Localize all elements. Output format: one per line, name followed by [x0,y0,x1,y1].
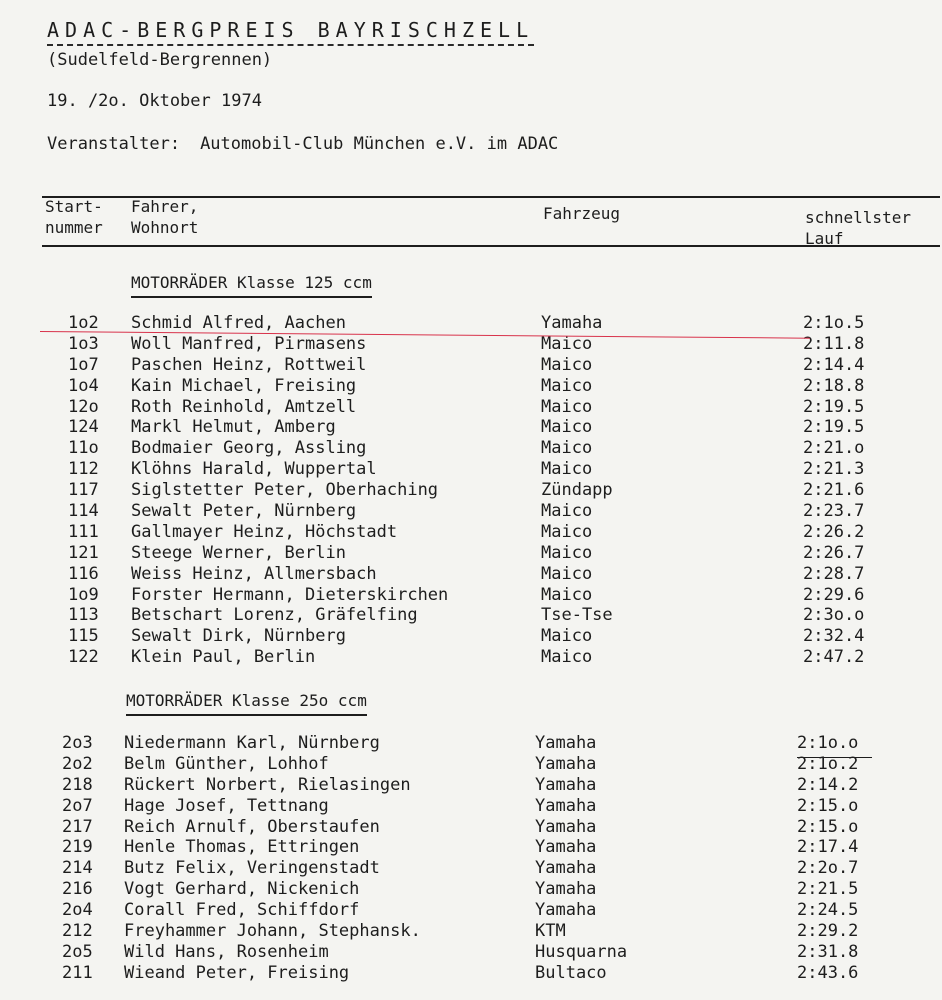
driver-name: Henle Thomas, Ettringen [124,837,360,858]
start-number: 211 [62,962,93,983]
fastest-time: 2:26.2 [803,521,865,542]
vehicle-make: Yamaha [535,900,597,921]
result-row [0,879,942,900]
result-row [0,376,942,397]
result-row [0,775,942,796]
fastest-time: 2:21.6 [803,480,865,501]
start-number: 1o9 [68,584,99,605]
start-number: 2o3 [62,733,93,753]
driver-name: Wieand Peter, Freising [124,962,350,983]
driver-name: Markl Helmut, Amberg [131,417,336,438]
driver-name: Paschen Heinz, Rottweil [131,354,367,375]
vehicle-make: Maico [541,542,593,563]
driver-name: Vogt Gerhard, Nickenich [124,879,360,900]
vehicle-make: Yamaha [535,753,597,774]
fastest-time: 2:29.2 [797,921,859,942]
fastest-time: 2:28.7 [803,563,865,584]
fastest-time: 2:17.4 [797,837,859,858]
result-row [0,459,942,480]
organizer-name: Automobil-Club München e.V. im ADAC [200,134,559,154]
vehicle-make: Maico [541,354,593,375]
fastest-time: 2:14.4 [803,354,865,375]
driver-name: Betschart Lorenz, Gräfelfing [131,605,418,626]
driver-name: Schmid Alfred, Aachen [131,313,346,333]
result-row [0,522,942,543]
vehicle-make: Maico [541,584,593,605]
driver-name: Corall Fred, Schiffdorf [124,900,360,921]
result-row [0,817,942,838]
fastest-time: 2:18.8 [803,375,865,396]
result-row [0,438,942,459]
fastest-time: 2:31.8 [797,941,859,962]
event-title: ADAC-BERGPREIS BAYRISCHZELL [47,18,534,46]
vehicle-make: Maico [541,626,593,647]
start-number: 1o4 [68,375,99,396]
driver-name: Gallmayer Heinz, Höchstadt [131,521,398,542]
vehicle-make: Yamaha [535,774,597,795]
fastest-time: 2:15.o [797,816,859,837]
vehicle-make: Yamaha [535,795,597,816]
driver-name: Belm Günther, Lohhof [124,753,329,774]
driver-name: Hage Josef, Tettnang [124,795,329,816]
fastest-time: 2:21.3 [803,459,865,480]
vehicle-make: Yamaha [535,879,597,900]
result-row [0,963,942,984]
header-start-number: Start- nummer [45,197,103,237]
header-fastest-run: schnellster Lauf [805,208,911,248]
result-row [0,480,942,501]
fastest-time: 2:43.6 [797,962,859,983]
class-125-results [0,313,942,668]
organizer-line [47,134,558,154]
driver-name: Roth Reinhold, Amtzell [131,396,357,417]
fastest-time: 2:19.5 [803,417,865,438]
result-row [0,796,942,817]
driver-name: Klein Paul, Berlin [131,647,316,668]
fastest-time: 2:15.o [797,795,859,816]
table-header-bottom-rule [42,245,940,247]
start-number: 218 [62,774,93,795]
event-subtitle: (Sudelfeld-Bergrennen) [47,50,273,70]
start-number: 2o2 [62,753,93,774]
start-number: 11o [68,438,99,459]
vehicle-make: Maico [541,438,593,459]
driver-name: Klöhns Harald, Wuppertal [131,459,377,480]
start-number: 122 [68,647,99,668]
fastest-time: 2:1o.2 [797,753,859,774]
vehicle-make: Husquarna [535,941,628,962]
vehicle-make: Bultaco [535,962,607,983]
result-row [0,564,942,585]
fastest-time: 2:19.5 [803,396,865,417]
result-row [0,942,942,963]
result-row [0,585,942,606]
start-number: 2o4 [62,900,93,921]
start-number: 217 [62,816,93,837]
result-row [0,921,942,942]
fastest-time: 2:29.6 [803,584,865,605]
best-time-underline [797,757,872,758]
start-number: 216 [62,879,93,900]
driver-name: Sewalt Dirk, Nürnberg [131,626,346,647]
start-number: 212 [62,921,93,942]
vehicle-make: Yamaha [535,858,597,879]
fastest-time: 2:1o.o [797,733,859,753]
driver-name: Niedermann Karl, Nürnberg [124,733,380,753]
fastest-time: 2:23.7 [803,501,865,522]
vehicle-make: Yamaha [535,816,597,837]
driver-name: Steege Werner, Berlin [131,542,346,563]
class-250-results [0,733,942,984]
start-number: 115 [68,626,99,647]
fastest-time: 2:3o.o [803,605,865,626]
class-125-title: MOTORRÄDER Klasse 125 ccm [131,273,372,298]
start-number: 117 [68,480,99,501]
start-number: 2o5 [62,941,93,962]
vehicle-make: Maico [541,375,593,396]
driver-name: Weiss Heinz, Allmersbach [131,563,377,584]
start-number: 111 [68,521,99,542]
fastest-time: 2:24.5 [797,900,859,921]
result-row [0,837,942,858]
driver-name: Butz Felix, Veringenstadt [124,858,380,879]
vehicle-make: Yamaha [535,733,597,753]
result-row [0,733,942,754]
fastest-time: 2:21.5 [797,879,859,900]
driver-name: Siglstetter Peter, Oberhaching [131,480,439,501]
start-number: 112 [68,459,99,480]
organizer-label: Veranstalter: [47,134,181,154]
result-row [0,543,942,564]
vehicle-make: Yamaha [541,313,603,333]
event-date: 19. /2o. Oktober 1974 [47,91,262,111]
start-number: 124 [68,417,99,438]
vehicle-make: Maico [541,521,593,542]
fastest-time: 2:11.8 [803,333,865,354]
driver-name: Woll Manfred, Pirmasens [131,333,367,354]
result-row [0,313,942,334]
driver-name: Kain Michael, Freising [131,375,357,396]
vehicle-make: Maico [541,563,593,584]
vehicle-make: Maico [541,459,593,480]
result-row [0,397,942,418]
vehicle-make: Maico [541,333,593,354]
driver-name: Forster Hermann, Dieterskirchen [131,584,449,605]
start-number: 116 [68,563,99,584]
class-250-title: MOTORRÄDER Klasse 25o ccm [126,691,367,716]
header-driver: Fahrer, Wohnort [131,197,199,237]
start-number: 1o7 [68,354,99,375]
driver-name: Bodmaier Georg, Assling [131,438,367,459]
start-number: 1o2 [68,313,99,333]
vehicle-make: Maico [541,647,593,668]
result-row [0,626,942,647]
start-number: 121 [68,542,99,563]
vehicle-make: Tse-Tse [541,605,613,626]
result-row [0,605,942,626]
driver-name: Wild Hans, Rosenheim [124,941,329,962]
start-number: 113 [68,605,99,626]
vehicle-make: KTM [535,921,566,942]
vehicle-make: Maico [541,417,593,438]
driver-name: Freyhammer Johann, Stephansk. [124,921,421,942]
result-row [0,647,942,668]
vehicle-make: Maico [541,501,593,522]
driver-name: Rückert Norbert, Rielasingen [124,774,411,795]
start-number: 12o [68,396,99,417]
fastest-time: 2:21.o [803,438,865,459]
driver-name: Sewalt Peter, Nürnberg [131,501,357,522]
vehicle-make: Zündapp [541,480,613,501]
start-number: 214 [62,858,93,879]
fastest-time: 2:2o.7 [797,858,859,879]
fastest-time: 2:1o.5 [803,313,865,333]
result-row [0,858,942,879]
start-number: 219 [62,837,93,858]
fastest-time: 2:32.4 [803,626,865,647]
fastest-time: 2:26.7 [803,542,865,563]
result-row [0,417,942,438]
vehicle-make: Maico [541,396,593,417]
vehicle-make: Yamaha [535,837,597,858]
header-vehicle: Fahrzeug [543,204,621,223]
result-row [0,355,942,376]
start-number: 114 [68,501,99,522]
fastest-time: 2:47.2 [803,647,865,668]
driver-name: Reich Arnulf, Oberstaufen [124,816,380,837]
start-number: 1o3 [68,333,99,354]
start-number: 2o7 [62,795,93,816]
result-row [0,501,942,522]
result-row [0,900,942,921]
fastest-time: 2:14.2 [797,774,859,795]
